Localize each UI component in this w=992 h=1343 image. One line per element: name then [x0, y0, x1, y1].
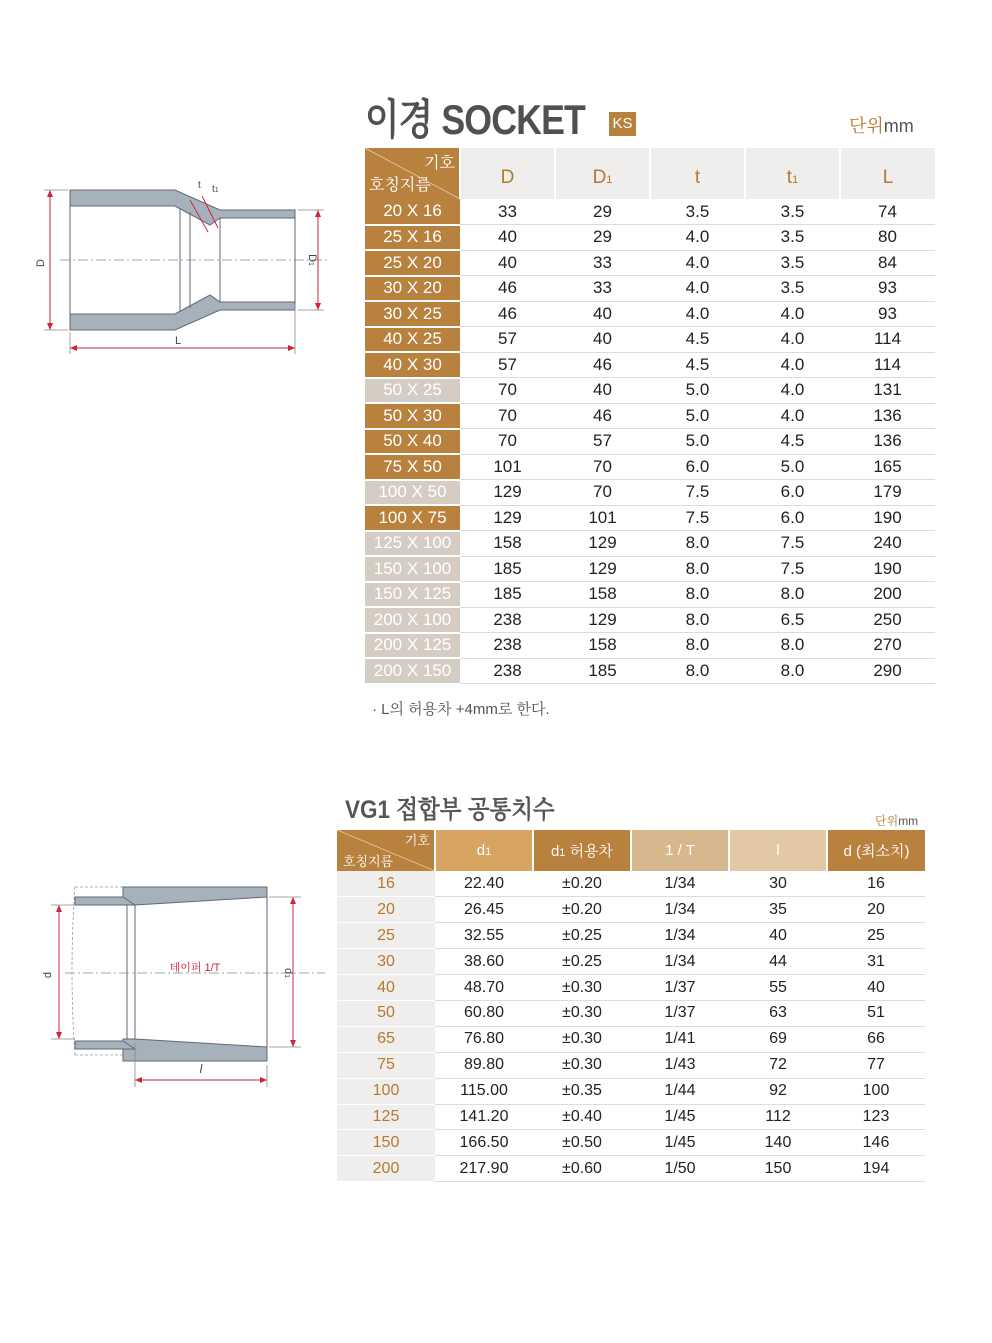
table-row [365, 403, 935, 429]
cell-taper: 1/41 [631, 1026, 729, 1052]
cell-t1: 5.0 [745, 454, 840, 480]
table-row [365, 454, 935, 480]
vg1-joint-table [337, 830, 925, 1182]
col-main: t [786, 166, 793, 188]
col-header-d-min [827, 830, 925, 871]
cell-D1: 70 [555, 480, 650, 506]
cell-dmin: 77 [827, 1052, 925, 1078]
cell-t1: 6.5 [745, 607, 840, 633]
table-header-row [365, 148, 935, 199]
cell-L: 136 [840, 403, 935, 429]
dim-d1-sub: 1 [283, 974, 290, 979]
cell-taper: 1/50 [631, 1156, 729, 1182]
cell-D: 238 [460, 607, 555, 633]
cell-L: 93 [840, 276, 935, 302]
cell-D1: 29 [555, 199, 650, 225]
dim-t1-label: t [212, 184, 215, 195]
cell-t: 8.0 [650, 658, 745, 684]
cell-taper: 1/34 [631, 923, 729, 949]
cell-D1: 46 [555, 352, 650, 378]
col-header-d1 [435, 830, 533, 871]
cell-t1: 4.0 [745, 403, 840, 429]
table-row [365, 327, 935, 353]
cell-t: 8.0 [650, 556, 745, 582]
cell-d1: 141.20 [435, 1104, 533, 1130]
cell-D: 33 [460, 199, 555, 225]
cell-t: 7.5 [650, 505, 745, 531]
cell-d1: 38.60 [435, 949, 533, 975]
row-size-label: 40 X 25 [365, 327, 460, 353]
cell-d1: 48.70 [435, 975, 533, 1001]
row-size-label: 75 [337, 1052, 435, 1078]
cell-t: 6.0 [650, 454, 745, 480]
cell-D1: 129 [555, 556, 650, 582]
cell-tol: ±0.30 [533, 1000, 631, 1026]
section1-title: 이경 SOCKET [365, 96, 586, 143]
dim-D1-label: D [306, 254, 318, 263]
cell-D: 185 [460, 582, 555, 608]
cell-tol: ±0.50 [533, 1130, 631, 1156]
cell-t: 8.0 [650, 531, 745, 557]
section1-unit [849, 112, 914, 138]
cell-D1: 46 [555, 403, 650, 429]
cell-d1: 26.45 [435, 897, 533, 923]
col-sub: 1 [606, 173, 613, 186]
table-row [365, 480, 935, 506]
unit-value: mm [898, 814, 919, 828]
cell-t1: 4.0 [745, 301, 840, 327]
unit-value: mm [883, 116, 914, 136]
col-header-l [729, 830, 827, 871]
cell-t: 4.0 [650, 276, 745, 302]
row-size-label: 200 [337, 1156, 435, 1182]
taper-label: 테이퍼 1/T [169, 962, 221, 974]
cell-l: 40 [729, 923, 827, 949]
table-row [337, 1156, 925, 1182]
table-row [365, 225, 935, 251]
cell-L: 179 [840, 480, 935, 506]
cell-l: 140 [729, 1130, 827, 1156]
cell-D1: 158 [555, 633, 650, 659]
table-corner-cell [337, 830, 435, 871]
cell-L: 93 [840, 301, 935, 327]
cell-D1: 101 [555, 505, 650, 531]
cell-t1: 3.5 [745, 225, 840, 251]
row-size-label: 25 X 16 [365, 225, 460, 251]
row-size-label: 125 [337, 1104, 435, 1130]
cell-dmin: 51 [827, 1000, 925, 1026]
cell-dmin: 40 [827, 975, 925, 1001]
row-size-label: 200 X 150 [365, 658, 460, 684]
cell-L: 84 [840, 250, 935, 276]
cell-D: 238 [460, 633, 555, 659]
cell-D1: 33 [555, 250, 650, 276]
cell-D: 101 [460, 454, 555, 480]
cell-L: 250 [840, 607, 935, 633]
row-size-label: 200 X 125 [365, 633, 460, 659]
unit-prefix: 단위 [849, 116, 884, 136]
row-size-label: 20 X 16 [365, 199, 460, 225]
cell-t: 5.0 [650, 429, 745, 455]
col-header-t1 [745, 148, 840, 199]
col-main: l [776, 842, 780, 859]
table-corner-cell [365, 148, 460, 199]
row-size-label: 50 X 25 [365, 378, 460, 404]
corner-symbol-label: 기호 [424, 155, 455, 172]
cell-taper: 1/45 [631, 1130, 729, 1156]
table-row [337, 871, 925, 897]
cell-D1: 29 [555, 225, 650, 251]
cell-taper: 1/37 [631, 1000, 729, 1026]
corner-size-label: 호칭지름 [369, 177, 431, 194]
table-row [337, 897, 925, 923]
cell-tol: ±0.30 [533, 1052, 631, 1078]
cell-D: 46 [460, 301, 555, 327]
cell-D: 129 [460, 480, 555, 506]
dim-l-label: l [199, 1062, 203, 1076]
row-size-label: 50 [337, 1000, 435, 1026]
row-size-label: 40 [337, 975, 435, 1001]
cell-dmin: 20 [827, 897, 925, 923]
cell-d1: 32.55 [435, 923, 533, 949]
cell-L: 80 [840, 225, 935, 251]
cell-D: 185 [460, 556, 555, 582]
cell-tol: ±0.20 [533, 871, 631, 897]
col-sub: 1 [559, 847, 566, 859]
cell-D1: 70 [555, 454, 650, 480]
cell-t: 4.5 [650, 352, 745, 378]
cell-L: 190 [840, 556, 935, 582]
row-size-label: 100 [337, 1078, 435, 1104]
cell-D: 57 [460, 352, 555, 378]
cell-dmin: 66 [827, 1026, 925, 1052]
cell-tol: ±0.25 [533, 923, 631, 949]
table-row [365, 531, 935, 557]
cell-tol: ±0.60 [533, 1156, 631, 1182]
cell-l: 92 [729, 1078, 827, 1104]
cell-L: 136 [840, 429, 935, 455]
cell-t: 5.0 [650, 403, 745, 429]
cell-L: 200 [840, 582, 935, 608]
cell-tol: ±0.30 [533, 975, 631, 1001]
table-row [337, 975, 925, 1001]
cell-t1: 8.0 [745, 658, 840, 684]
cell-D: 46 [460, 276, 555, 302]
dim-D-label: D [35, 259, 47, 267]
col-sub: 1 [792, 173, 799, 186]
table-row [337, 949, 925, 975]
corner-symbol-label: 기호 [404, 833, 430, 848]
cell-D1: 57 [555, 429, 650, 455]
cell-tol: ±0.20 [533, 897, 631, 923]
col-header-D [460, 148, 555, 199]
row-size-label: 50 X 30 [365, 403, 460, 429]
cell-t1: 6.0 [745, 480, 840, 506]
cell-taper: 1/43 [631, 1052, 729, 1078]
cell-D1: 129 [555, 531, 650, 557]
cell-D: 238 [460, 658, 555, 684]
cell-D: 40 [460, 250, 555, 276]
dim-L-label: L [174, 335, 182, 347]
cell-t1: 4.0 [745, 378, 840, 404]
cell-D: 40 [460, 225, 555, 251]
table-row [337, 1130, 925, 1156]
cell-L: 114 [840, 327, 935, 353]
cell-d1: 89.80 [435, 1052, 533, 1078]
row-size-label: 30 [337, 949, 435, 975]
cell-D1: 185 [555, 658, 650, 684]
col-main: D [500, 166, 515, 188]
svg-text:d1 [282, 968, 294, 978]
table-row [337, 1000, 925, 1026]
table-row [365, 556, 935, 582]
col-header-taper [631, 830, 729, 871]
cell-l: 112 [729, 1104, 827, 1130]
row-size-label: 50 X 40 [365, 429, 460, 455]
col-sub: 1 [485, 846, 492, 858]
cell-dmin: 194 [827, 1156, 925, 1182]
row-size-label: 40 X 30 [365, 352, 460, 378]
cell-t1: 8.0 [745, 582, 840, 608]
cell-L: 165 [840, 454, 935, 480]
cell-t1: 7.5 [745, 556, 840, 582]
svg-text:t1 [212, 184, 219, 195]
section2-unit [875, 812, 918, 829]
cell-L: 131 [840, 378, 935, 404]
col-main: D [592, 166, 607, 188]
col-main: t [694, 166, 701, 188]
dim-D1-sub: 1 [307, 262, 314, 266]
cell-D1: 129 [555, 607, 650, 633]
cell-dmin: 25 [827, 923, 925, 949]
table-row [337, 1026, 925, 1052]
row-size-label: 25 X 20 [365, 250, 460, 276]
cell-taper: 1/45 [631, 1104, 729, 1130]
col-main: L [882, 166, 894, 188]
cell-t: 4.0 [650, 250, 745, 276]
table-row [365, 352, 935, 378]
cell-D: 57 [460, 327, 555, 353]
cell-taper: 1/37 [631, 975, 729, 1001]
vg1-joint-diagram [35, 875, 335, 1115]
col-header-D1 [555, 148, 650, 199]
cell-t1: 3.5 [745, 276, 840, 302]
row-size-label: 200 X 100 [365, 607, 460, 633]
cell-d1: 22.40 [435, 871, 533, 897]
dim-t1-sub: 1 [214, 187, 219, 194]
table-row [365, 429, 935, 455]
unit-prefix: 단위 [875, 814, 899, 828]
cell-d1: 60.80 [435, 1000, 533, 1026]
cell-d1: 76.80 [435, 1026, 533, 1052]
section2-title: VG1 접합부 공통치수 [345, 796, 555, 824]
dim-d1-label: d [282, 967, 294, 975]
cell-t: 4.0 [650, 225, 745, 251]
cell-tol: ±0.30 [533, 1026, 631, 1052]
cell-D: 70 [460, 403, 555, 429]
cell-taper: 1/34 [631, 871, 729, 897]
cell-t1: 4.0 [745, 327, 840, 353]
table-row [365, 505, 935, 531]
row-size-label: 125 X 100 [365, 531, 460, 557]
col-main: 1 / T [665, 842, 695, 859]
row-size-label: 16 [337, 871, 435, 897]
cell-D1: 40 [555, 378, 650, 404]
corner-size-label: 호칭지름 [343, 854, 394, 869]
cell-l: 63 [729, 1000, 827, 1026]
cell-dmin: 100 [827, 1078, 925, 1104]
row-size-label: 150 X 100 [365, 556, 460, 582]
row-size-label: 100 X 75 [365, 505, 460, 531]
cell-t1: 6.0 [745, 505, 840, 531]
table-row [337, 1052, 925, 1078]
row-size-label: 150 X 125 [365, 582, 460, 608]
cell-t: 8.0 [650, 633, 745, 659]
table-row [365, 658, 935, 684]
dim-t-label: t [198, 180, 201, 191]
cell-t: 4.5 [650, 327, 745, 353]
cell-taper: 1/44 [631, 1078, 729, 1104]
cell-l: 150 [729, 1156, 827, 1182]
row-size-label: 25 [337, 923, 435, 949]
cell-tol: ±0.25 [533, 949, 631, 975]
table-row [337, 1078, 925, 1104]
cell-taper: 1/34 [631, 897, 729, 923]
table-row [337, 923, 925, 949]
dim-d-label: d [42, 971, 54, 979]
cell-L: 240 [840, 531, 935, 557]
cell-l: 55 [729, 975, 827, 1001]
cell-tol: ±0.35 [533, 1078, 631, 1104]
reducer-socket-diagram [30, 170, 330, 370]
row-size-label: 75 X 50 [365, 454, 460, 480]
cell-L: 190 [840, 505, 935, 531]
cell-D1: 40 [555, 301, 650, 327]
cell-t: 3.5 [650, 199, 745, 225]
cell-l: 30 [729, 871, 827, 897]
table-row [365, 250, 935, 276]
cell-L: 290 [840, 658, 935, 684]
table-row [365, 582, 935, 608]
cell-t: 5.0 [650, 378, 745, 404]
col-main: d (최소치) [843, 843, 910, 860]
row-size-label: 30 X 25 [365, 301, 460, 327]
col-rest: 허용차 [565, 843, 614, 860]
tolerance-note: · L의 허용차 +4mm로 한다. [372, 701, 550, 718]
cell-L: 114 [840, 352, 935, 378]
cell-t: 8.0 [650, 582, 745, 608]
col-header-L [840, 148, 935, 199]
table-row [365, 633, 935, 659]
table-header-row [337, 830, 925, 871]
cell-t1: 3.5 [745, 199, 840, 225]
svg-text:D1 [306, 254, 318, 266]
table-row [365, 276, 935, 302]
table-row [365, 378, 935, 404]
cell-t1: 7.5 [745, 531, 840, 557]
cell-D: 70 [460, 429, 555, 455]
cell-l: 35 [729, 897, 827, 923]
row-size-label: 30 X 20 [365, 276, 460, 302]
cell-t: 4.0 [650, 301, 745, 327]
table-row [365, 301, 935, 327]
cell-t1: 4.5 [745, 429, 840, 455]
cell-t: 8.0 [650, 607, 745, 633]
cell-taper: 1/34 [631, 949, 729, 975]
cell-D: 158 [460, 531, 555, 557]
cell-D: 129 [460, 505, 555, 531]
cell-t1: 3.5 [745, 250, 840, 276]
cell-dmin: 16 [827, 871, 925, 897]
row-size-label: 65 [337, 1026, 435, 1052]
table-row [337, 1104, 925, 1130]
cell-d1: 217.90 [435, 1156, 533, 1182]
cell-t: 7.5 [650, 480, 745, 506]
cell-dmin: 123 [827, 1104, 925, 1130]
cell-d1: 166.50 [435, 1130, 533, 1156]
reducer-socket-table [365, 148, 935, 685]
cell-L: 270 [840, 633, 935, 659]
ks-badge: KS [609, 112, 636, 136]
cell-D1: 40 [555, 327, 650, 353]
col-header-t [650, 148, 745, 199]
cell-l: 44 [729, 949, 827, 975]
cell-L: 74 [840, 199, 935, 225]
cell-D: 70 [460, 378, 555, 404]
table-row [365, 607, 935, 633]
row-size-label: 20 [337, 897, 435, 923]
col-main: d [550, 843, 560, 860]
col-header-d1-tolerance [533, 830, 631, 871]
cell-t1: 8.0 [745, 633, 840, 659]
table-row [365, 199, 935, 225]
row-size-label: 100 X 50 [365, 480, 460, 506]
cell-d1: 115.00 [435, 1078, 533, 1104]
cell-l: 72 [729, 1052, 827, 1078]
cell-l: 69 [729, 1026, 827, 1052]
row-size-label: 150 [337, 1130, 435, 1156]
col-main: d [476, 842, 486, 859]
cell-tol: ±0.40 [533, 1104, 631, 1130]
cell-t1: 4.0 [745, 352, 840, 378]
cell-dmin: 31 [827, 949, 925, 975]
cell-D1: 158 [555, 582, 650, 608]
cell-dmin: 146 [827, 1130, 925, 1156]
cell-D1: 33 [555, 276, 650, 302]
